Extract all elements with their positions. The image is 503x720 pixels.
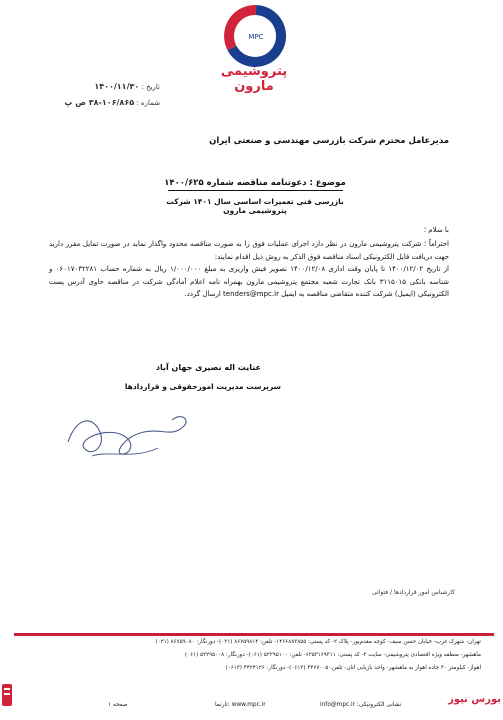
footer-email[interactable]: نشانی الکترونیکی: info@mpc.ir	[320, 702, 402, 708]
footer-divider	[14, 633, 494, 636]
footer-contact-row	[60, 702, 460, 714]
logo-initials: MPC	[248, 33, 264, 41]
number-label: شماره :	[136, 99, 160, 107]
footer-website[interactable]: www.mpc.ir :تارنما	[215, 702, 266, 708]
greeting: با سلام ؛	[423, 226, 449, 234]
paragraph-1: احتراماً ؛ شرکت پتروشیمی مارون در نظر دارد اجرای عملیات فوق را به صورت مناقصه محدود واگذار نماید در صورت تمایل مقرر دارید جهت دریافت فایل الکترونیکی اسناد مناقصه فوق الذکر به روش ذیل اقدام نمایند:	[49, 240, 449, 261]
footer-address-ahvaz: اهواز- کیلومتر ۳۰ جاده اهواز به ماهشهر- واحد بازیابی اتان- تلفن: ۴۴۷۷۰۰۵ (۰۶۱۳)- دورنگار: ۴۴۲۴۱۲۶ (۰۶۱۳)	[225, 665, 481, 671]
date-value: ۱۴۰۰/۱۱/۳۰	[94, 82, 140, 91]
letter-subtitle: بازرسی فنی تعمیرات اساسی سال ۱۴۰۱ شرکت پتروشیمی مارون	[166, 197, 344, 215]
number-line	[55, 98, 160, 107]
subject-underline	[168, 190, 343, 191]
footnote-author: کارشناس امور قراردادها / فتوائی	[372, 589, 455, 596]
watermark-bourse-news: بورس نیوز	[448, 694, 501, 705]
footer-address-mahshahr: ماهشهر- منطقه ویژه اقتصادی پتروشیمی- سایت ۲- کد پستی: ۶۳۵۳۱۶۹۳۱۱- تلفن: ۵۲۲۹۵۱۰۰ (۰۶۱)- دورنگار: ۵۲۲۹۵۰۰۸ (۰۶۱)	[184, 652, 481, 658]
letter-subject: موضوع : دعوتنامه مناقصه شماره ۱۴۰۰/۶۲۵	[164, 178, 346, 188]
signer-name: عنایت اله نصیری جهان آباد	[155, 363, 261, 372]
footer-address-tehran: تهران- شهرک غرب- خیابان حسن سیف- کوچه مقدم‌پور- پلاک ۲- کد پستی: ۱۴۶۶۸۸۳۸۵۵- تلفن: ۸۶۷۵۹۸۱۴ (۰۲۱)- دورنگار: ۸۶۷۵۹۰۸۰ (۰۲۱)	[155, 639, 481, 645]
number-value: ۱۰۶/۸۶۵-۳۸ ص پ	[64, 98, 135, 107]
logo-brand-name: پتروشیمی مارون	[220, 64, 288, 94]
paragraph-2: از تاریخ ۱۴۰۰/۱۲/۰۲ تا پایان وقت اداری ۱۴۰۰/۱۲/۰۸ تصویر فیش واریزی به مبلغ ۱/۰۰۰/۰۰۰ ریال به شماره حساب ۰۶۰۱۷۰۳۲۲۸۱ و شناسه بانکی ۳۱۱۵۰۱۵ بانک تجارت شعبه مجتمع پتروشیمی مارون بهمراه نامه اعلام آمادگی شرکت در مناقصه حاوی آدرس پست الکترونیکی (ایمیل) شرکت کننده متقاضی مناقصه به ایمیل tenders@mpc.ir ارسال گردد.	[49, 265, 449, 298]
footer-page-number: صفحه ۱	[108, 702, 128, 708]
date-label: تاریخ :	[141, 83, 160, 91]
handwritten-signature	[62, 398, 202, 468]
news-logo-icon	[0, 680, 14, 710]
signer-title: سرپرست مدیریت امورحقوقی و قراردادها	[124, 382, 281, 391]
date-line	[55, 82, 160, 91]
letter-addressee: مدیرعامل محترم شرکت بازرسی مهندسی و صنعتی ایران	[209, 136, 449, 146]
